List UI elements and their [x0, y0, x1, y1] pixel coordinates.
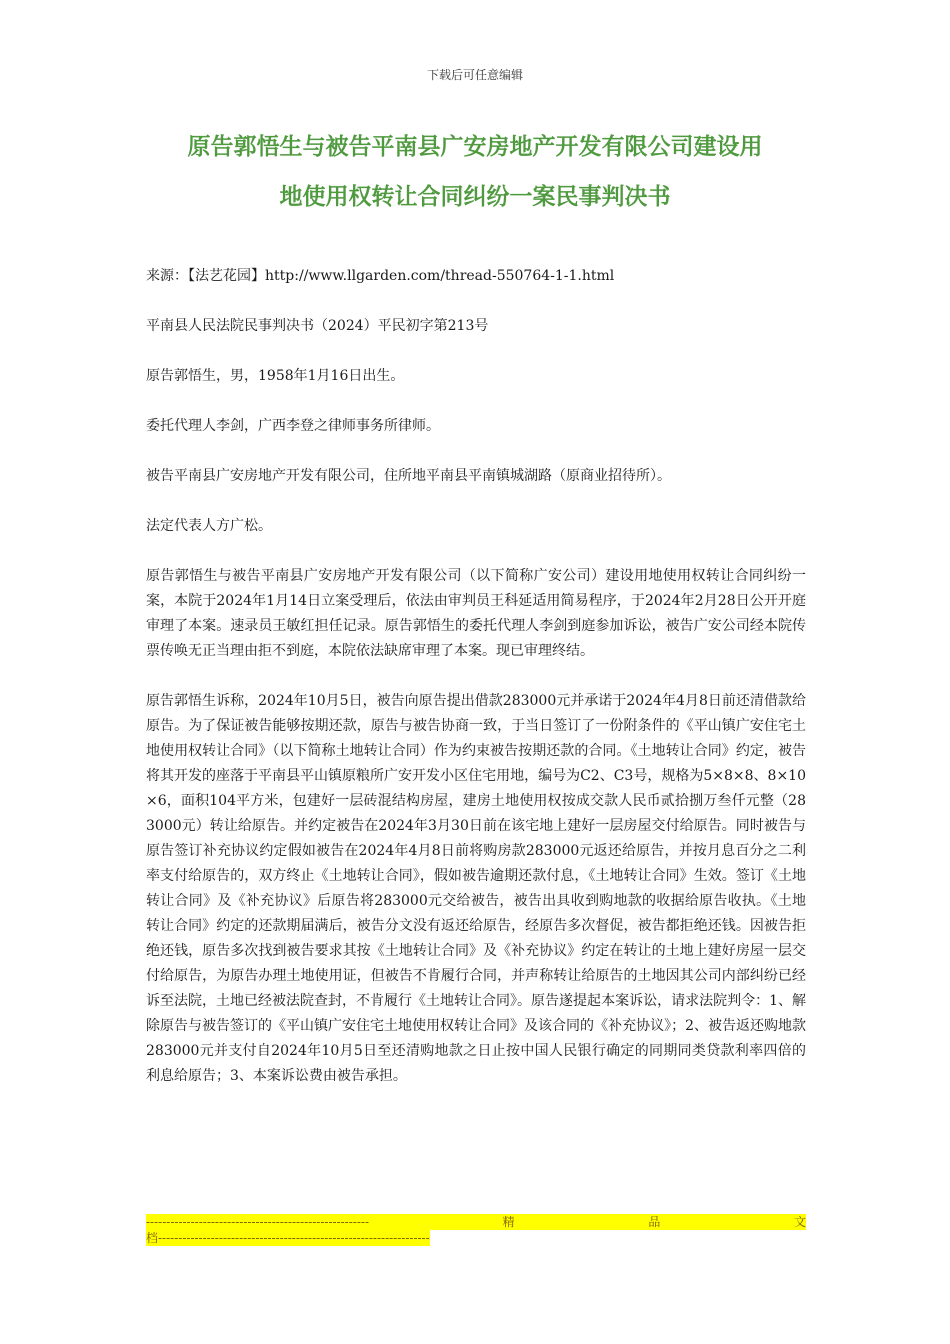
footer-line-2: 档-------------------------------------------------------------------: [146, 1231, 430, 1245]
footer-dashes: -------------------------------------------------------: [146, 1215, 370, 1229]
source-line: 来源：【法艺花园】http://www.llgarden.com/thread-550764-1-1.html: [146, 268, 615, 284]
header-note: 下载后可任意编辑: [426, 68, 523, 82]
case-number: 平南县人民法院民事判决书（2024）平民初字第213号: [146, 318, 489, 334]
title-line-1: 原告郭悟生与被告平南县广安房地产开发有限公司建设用: [187, 134, 763, 160]
plaintiff-info: 原告郭悟生，男，1958年1月16日出生。: [146, 368, 405, 384]
defendant-info: 被告平南县广安房地产开发有限公司，住所地平南县平南镇城湖路（原商业招待所）。: [146, 468, 671, 484]
plaintiff-claim-paragraph: 原告郭悟生诉称，2024年10月5日，被告向原告提出借款283000元并承诺于2024年4月8日前还清借款给原告。为了保证被告能够按期还款，原告与被告协商一致，于当日签订了一份附条件的《平山镇广安住宅土地使用权转让合同》（以下简称土地转让合同）作为约束被告按期还款的合同。《土地转让合同》约定，被告将其开发的座落于平南县平山镇原粮所广安开发小区住宅用地，编号为C2、C3号，规格为5×8×8、8×10×6，面积104平方米，包建好一层砖混结构房屋，建房土地使用权按成交款人民币贰拾捌万叁仟元整（283000元）转让给原告。并约定被告在2024年3月30日前在该宅地上建好一层房屋交付给原告。同时被告与原告签订补充协议约定假如被告在2024年4月8日前将购房款283000元返还给原告，并按月息百分之二利率支付给原告的，双方终止《土地转让合同》，假如被告逾期还款付息，《土地转让合同》生效。签订《土地转让合同》及《补充协议》后原告将283000元交给被告，被告出具收到购地款的收据给原告收执。《土地转让合同》约定的还款期届满后，被告分文没有返还给原告，经原告多次督促，被告都拒绝还钱。因被告拒绝还钱，原告多次找到被告要求其按《土地转让合同》及《补充协议》约定在转让的土地上建好房屋一层交付给原告，为原告办理土地使用证，但被告不肯履行合同，并声称转让给原告的土地因其公司内部纠纷已经诉至法院，土地已经被法院查封，不肯履行《土地转让合同》。原告遂提起本案诉讼，请求法院判令：1、解除原告与被告签订的《平山镇广安住宅土地使用权转让合同》及该合同的《补充协议》；2、被告返还购地款283000元并支付自2024年10月5日至还清购地款之日止按中国人民银行确定的同期同类贷款利率四倍的利息给原告；3、本案诉讼费由被告承担。: [146, 693, 806, 1084]
footer-char-3: 文: [793, 1215, 806, 1229]
footer-watermark-bar: [146, 1214, 806, 1246]
footer-char-1: 精: [502, 1215, 515, 1229]
footer-char-2: 品: [648, 1215, 661, 1229]
title-line-2: 地使用权转让合同纠纷一案民事判决书: [279, 184, 671, 210]
document-title: [140, 122, 810, 222]
document-body: [146, 264, 806, 1114]
footer-line-1: [146, 1214, 806, 1230]
legal-representative: 法定代表人方广松。: [146, 518, 272, 534]
case-overview-paragraph: 原告郭悟生与被告平南县广安房地产开发有限公司（以下简称广安公司）建设用地使用权转让合同纠纷一案，本院于2024年1月14日立案受理后，依法由审判员王科延适用简易程序，于2024年2月28日公开开庭审理了本案。速录员王敏红担任记录。原告郭悟生的委托代理人李剑到庭参加诉讼，被告广安公司经本院传票传唤无正当理由拒不到庭，本院依法缺席审理了本案。现已审理终结。: [146, 568, 806, 659]
agent-info: 委托代理人李剑，广西李登之律师事务所律师。: [146, 418, 440, 434]
